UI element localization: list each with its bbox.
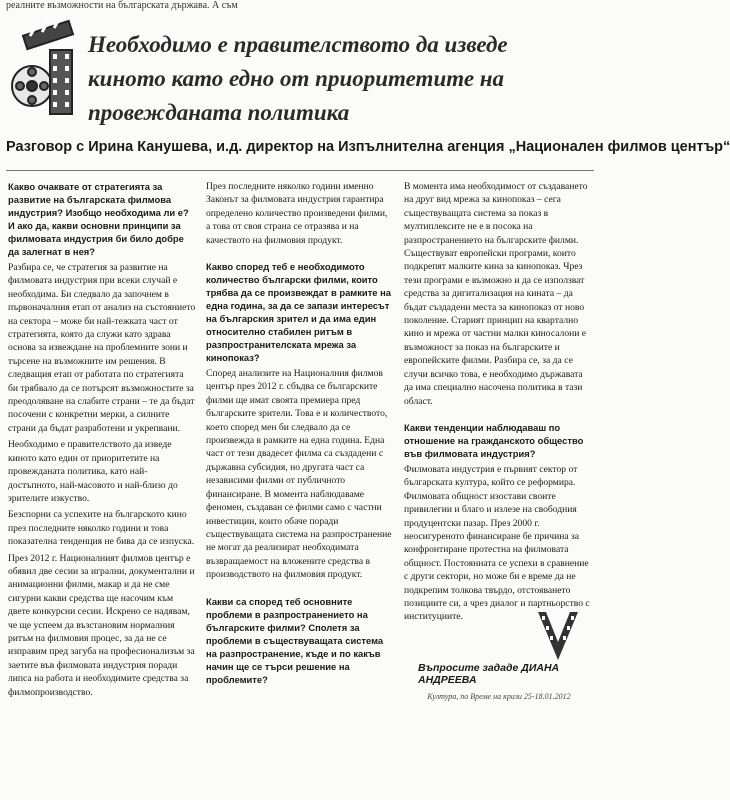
answer-paragraph: Филмовата индустрия е първият сектор от българската култура, който се реформира. Филмовата общност изостави своите привилегии и благо и излезе на свободния продуцентски пазар. През 2000 г. неосигуреното финансиране бе причина за конфронтиране протестна на филмовата общност. Постоянната се успехи в сравнение с други сектори, но може би е време да не подкрепим толкова твърдо, отстояването позициите си, а чрез диалог и партньорство с институциите.	[404, 463, 590, 623]
headline: Необходимо е правителството да изведе киното като едно от приоритетите на провежданата политика	[88, 32, 508, 125]
column-1	[8, 180, 196, 792]
answer-paragraph: През последните няколко години именно Законът за филмовата индустрия гарантира определено количество произведени филми, а това от своя страна се отразява и на качеството на филмовия продукт.	[206, 181, 388, 246]
question-4: Какви тенденции наблюдаваш по отношение на гражданското общество във филмовата индустрия?	[404, 421, 584, 459]
byline: Въпросите зададе ДИАНА АНДРЕЕВА	[418, 662, 560, 686]
answer-paragraph: В момента има необходимост от създаването на друг вид мрежа за кинопоказ – сега съществуващата система за показ в мултиплексите не е в посока на разпространението на българските филми. Съществуват европейски програми, които подкрепят малките кина за кинопоказ. Чрез тези програми е възможно и да се използват средства за дигитализация на кината – да бъдат създадени места за кинопоказ от ново поколение. Старият принцип на квартално кино и мрежа от частни малки киносалони е възможност за показ на българските и европейските филми. Разбира се, за да се случи всичко това, е необходимо държавата да има специално насочена политика в тази област.	[404, 181, 588, 407]
film-camera-icon	[6, 22, 78, 122]
film-strip-icon	[528, 610, 590, 666]
column-3	[404, 180, 590, 623]
subheadline: Разговор с Ирина Канушева, и.д. директор на Изпълнителна агенция „Национален филмов център“	[6, 139, 730, 155]
answer-paragraph: През 2012 г. Националният филмов център е обявил две сесии за игрални, документални и анимационни филми, макар и да не сме сигурни какви средства ще насочим към двете конкурсни сесии. Искрено се надявам, че ще успеем да възстановим нормалния ритъм на филмовия процес, за да не се изправим пред загуба на професионализъм за заетите във филмовата индустрия поради липса на работа и необходимите средства за филмопроизводство.	[8, 552, 195, 698]
source-credit: Култура, по Време на кризи 25-18.01.2012	[427, 692, 571, 701]
previous-article-fragment: реалните възможности на българската държава. А съм	[6, 0, 238, 11]
question-2: Какво според теб е необходимото количество български филми, които трябва да се произвеждат в рамките на една година, за да се запази интересът на българския зрител и да има един относително стабилен ритъм в разпространителската мрежа за кинопоказ?	[206, 261, 391, 364]
answer-paragraph: Разбира се, че стратегия за развитие на филмовата индустрия при всеки случай е необходима. Би следвало да започнем в първоначалния етап от анализ на състоянието на сектора – може би най-тежката част от стратегията, която да служи като здрава основа за извеждане на проблемните зони и търсене на възможните им решения. В следващия етап от работата по стратегията би трябвало да се потърсят възможностите за преодоляване на слабите страни – те да бъдат посочени с конкретни мерки, а силните страни да бъдат разработени и укрепвани.	[8, 262, 196, 434]
question-3: Какви са според теб основните проблеми в разпространението на българските филми? Сполетя за проблеми в съществуващата система на разпространение, къде и по какъв начин ще се търси решение на проблемите?	[206, 595, 384, 685]
answer-paragraph: Необходимо е правителството да изведе киното като един от приоритетите на провежданата политика, като най-достъпното, най-масовото и най-близо до зрителите изкуство.	[8, 439, 178, 504]
question-1: Какво очаквате от стратегията за развитие на българската филмова индустрия? Изобщо необходима ли е? И ако да, какви основни принципи за филмовата индустрия би било добре да залегнат в нея?	[8, 181, 189, 257]
answer-paragraph: Безспорни са успехите на българското кино през последните няколко години и това показателна тенденция не бива да се изпуска.	[8, 509, 195, 548]
divider	[6, 170, 594, 171]
column-2	[206, 180, 394, 755]
answer-paragraph: Според анализите на Националния филмов център през 2012 г. сбъдва се българските филми ще имат своята премиера пред българските зрители. Това е и количеството, което според мен би следвало да се произвежда в рамките на една година. Една част от тези двадесет филма са създадени с държавна субсидия, но другата част са независими филми от публичното финансиране. В момента наблюдаваме феномен, създаван се филми само с частни инвестиции, които обаче поради съществуващата система на разпространение не могат да реализират необходимата възвращаемост на вложените средства в производството на филмовия продукт.	[206, 368, 392, 581]
